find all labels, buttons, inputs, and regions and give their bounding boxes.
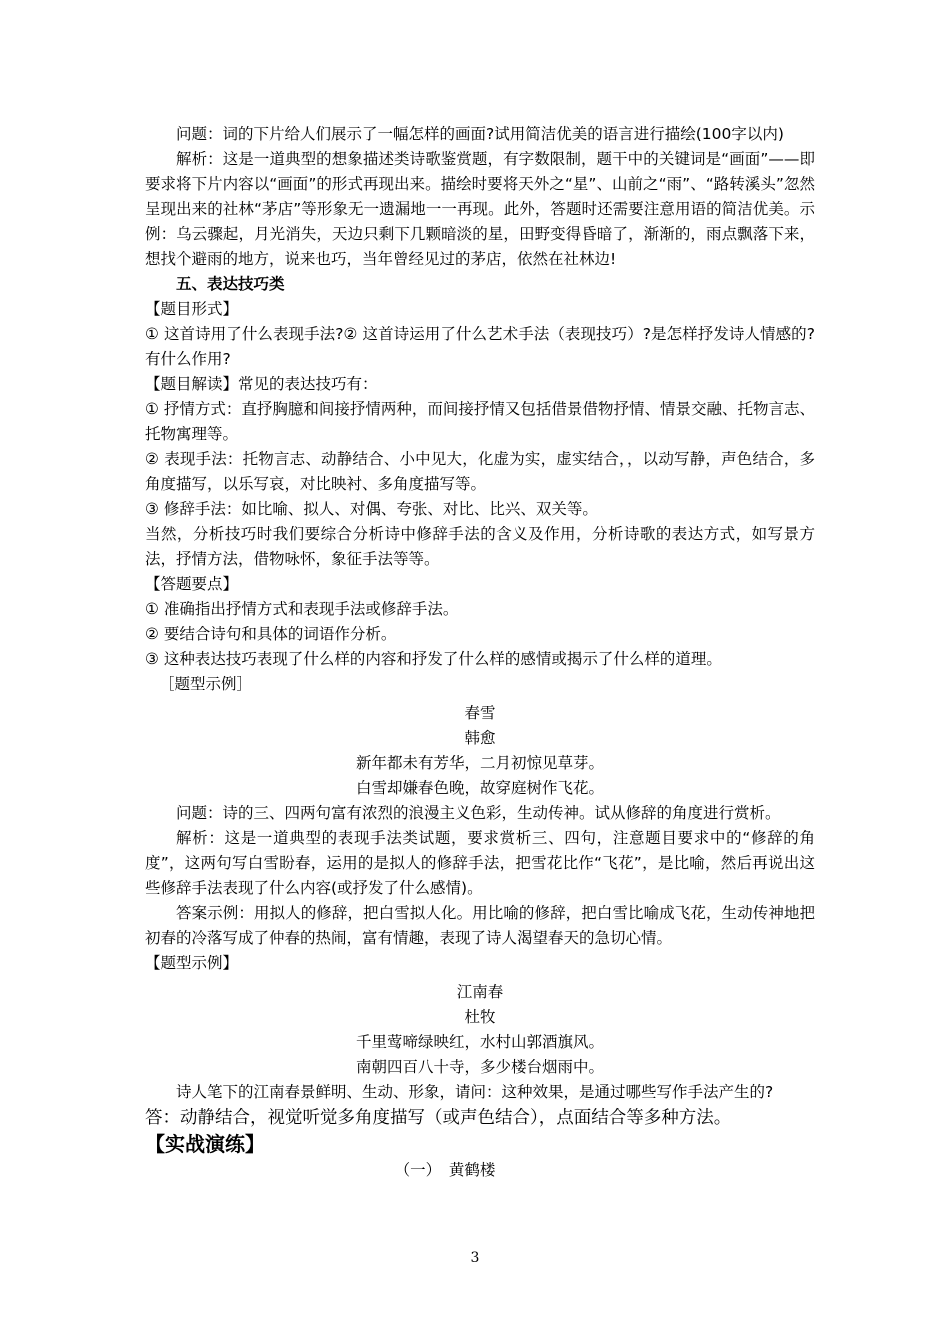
page-number: 3	[470, 1250, 480, 1266]
list-item: ③ 修辞手法：如比喻、拟人、对偶、夸张、对比、比兴、双关等。	[145, 500, 598, 518]
answer-paragraph: 答：动静结合，视觉听觉多角度描写（或声色结合），点面结合等多种方法。	[145, 1108, 732, 1128]
list-item: ① 准确指出抒情方式和表现手法或修辞手法。	[145, 600, 459, 618]
question-paragraph: 诗人笔下的江南春景鲜明、生动、形象，请问：这种效果，是通过哪些写作手法产生的?	[176, 1083, 774, 1101]
poem-title: 江南春	[456, 983, 504, 1001]
subheading: 【题目解读】常见的表达技巧有：	[145, 375, 378, 393]
poem-title: 春雪	[464, 704, 496, 722]
question-paragraph: 问题：词的下片给人们展示了一幅怎样的画面?试用简洁优美的语言进行描绘(100字以内)	[176, 125, 784, 143]
list-item: ② 要结合诗句和具体的词语作分析。	[145, 625, 397, 643]
example-label: 【题型示例】	[145, 954, 239, 972]
poem-author: 韩愈	[464, 729, 496, 747]
list-item: ② 表现手法：托物言志、动静结合、小中见大，化虚为实，虚实结合，，以动写静，声色结合，多角度描写，以乐写哀，对比映衬、多角度描写等。	[145, 450, 815, 493]
poem-line: 白雪却嫌春色晚，故穿庭树作飞花。	[355, 779, 604, 797]
text-paragraph: ① 这首诗用了什么表现手法?② 这首诗运用了什么艺术手法（表现技巧）?是怎样抒发诗人情感的?有什么作用?	[145, 325, 815, 368]
poem-line: 南朝四百八十寺，多少楼台烟雨中。	[355, 1058, 604, 1076]
subheading: 【题目形式】	[145, 300, 239, 318]
poem-line: 新年都未有芳华，二月初惊见草芽。	[355, 754, 604, 772]
list-item: ① 抒情方式：直抒胸臆和间接抒情两种，而间接抒情又包括借景借物抒情、情景交融、托物言志、托物寓理等。	[145, 400, 815, 443]
page-body	[145, 122, 815, 1183]
list-item: ③ 这种表达技巧表现了什么样的内容和抒发了什么样的感情或揭示了什么样的道理。	[145, 650, 722, 668]
answer-example-paragraph: 答案示例：用拟人的修辞，把白雪拟人化。用比喻的修辞，把白雪比喻成飞花，生动传神地把初春的冷落写成了仲春的热闹，富有情趣，表现了诗人渴望春天的急切心情。	[145, 904, 815, 947]
analysis-paragraph: 解析：这是一道典型的表现手法类试题，要求赏析三、四句，注意题目要求中的“修辞的角度”，这两句写白雪盼春，运用的是拟人的修辞手法，把雪花比作“飞花”，是比喻，然后再说出这些修辞手法表现了什么内容(或抒发了什么感情)。	[145, 829, 815, 897]
text-paragraph: 当然，分析技巧时我们要综合分析诗中修辞手法的含义及作用，分析诗歌的表达方式，如写景方法，抒情方法，借物咏怀，象征手法等等。	[145, 525, 815, 568]
question-paragraph: 问题：诗的三、四两句富有浓烈的浪漫主义色彩，生动传神。试从修辞的角度进行赏析。	[176, 804, 781, 822]
poem-line: 千里莺啼绿映红，水村山郭酒旗风。	[355, 1033, 604, 1051]
analysis-paragraph: 解析：这是一道典型的想象描述类诗歌鉴赏题，有字数限制，题干中的关键词是“画面”——即要求将下片内容以“画面”的形式再现出来。描绘时要将天外之“星”、山前之“雨”、“路转溪头”忽然呈现出来的社林“茅店”等形象无一遗漏地一一再现。此外，答题时还需要注意用语的简洁优美。示例：乌云骤起，月光消失，天边只剩下几颗暗淡的星，田野变得昏暗了，渐渐的，雨点飘落下来，想找个避雨的地方，说来也巧，当年曾经见过的茅店，依然在社林边!	[145, 150, 815, 268]
section-heading: 五、表达技巧类	[176, 275, 285, 293]
practice-heading: 【实战演练】	[145, 1132, 265, 1156]
example-label: ［题型示例］	[159, 675, 253, 693]
practice-subtitle: （一） 黄鹤楼	[394, 1161, 496, 1179]
subheading: 【答题要点】	[145, 575, 239, 593]
poem-author: 杜牧	[464, 1008, 496, 1026]
